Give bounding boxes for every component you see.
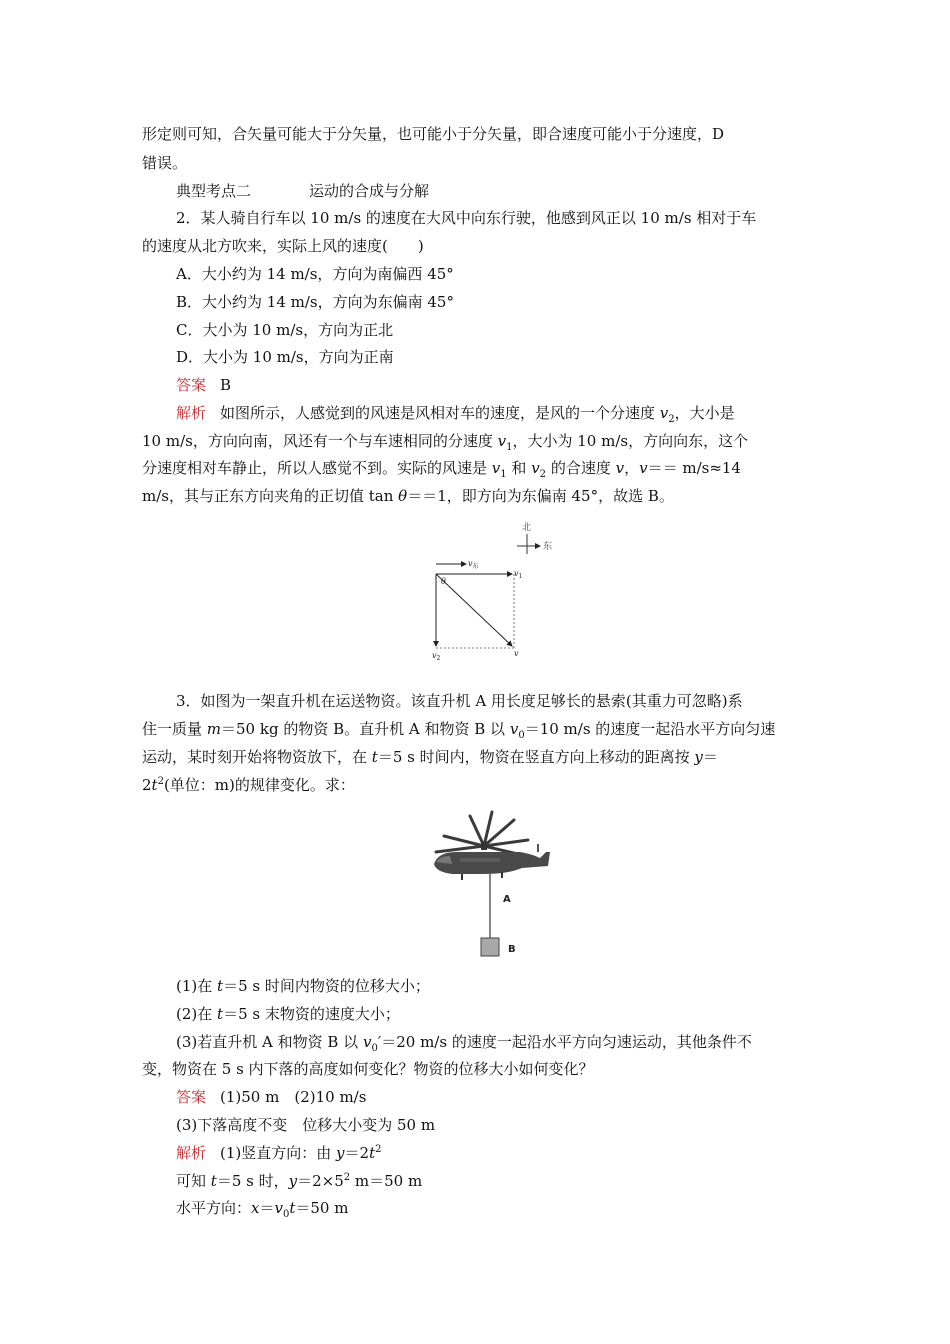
section-label: 典型考点二 xyxy=(176,182,252,200)
answer-value: B xyxy=(220,376,232,394)
question-3-stem: 3．如图为一架直升机在运送物资。该直升机 A 用长度足够长的悬索(其重力可忽略)系 xyxy=(176,692,743,710)
paragraph-line: 形定则可知，合矢量可能大于分矢量，也可能小于分矢量，即合速度可能小于分速度，D xyxy=(142,125,725,143)
label-b: B xyxy=(508,944,516,955)
v1-label: $v_1$ xyxy=(514,569,523,580)
vector-diagram xyxy=(422,516,562,666)
east-label: 东 xyxy=(543,542,553,552)
theta-label: θ xyxy=(441,577,446,586)
analysis-line: 解析 如图所示，人感觉到的风速是风相对车的速度，是风的一个分速度 $v_2$，大小是 xyxy=(176,404,735,425)
helicopter-figure xyxy=(422,806,562,970)
option-a: A．大小约为 14 m/s，方向为南偏西 45° xyxy=(176,265,454,283)
answer-line xyxy=(176,375,231,395)
analysis-line: 可知 t＝5 s 时，$y=2\times 5^2$ m＝50 m xyxy=(176,1172,423,1190)
answer-label: 答案 xyxy=(176,376,207,394)
cargo-box xyxy=(481,938,499,956)
section-heading xyxy=(176,181,429,201)
question-3-stem: 住一质量 m＝50 kg 的物资 B。直升机 A 和物资 B 以 $v_0=10$ m/s 的速度一起沿水平方向匀速 xyxy=(142,720,776,741)
v2-label: $v_2$ xyxy=(432,651,441,662)
resultant-v-arrow xyxy=(436,574,512,646)
answer-line: 答案 (1)50 m (2)10 m/s xyxy=(176,1088,367,1106)
paragraph-line: 错误。 xyxy=(142,154,188,172)
analysis-line: 10 m/s，方向向南，风还有一个与车速相同的分速度 $v_1$，大小为 10 m/s，方向向东，这个 xyxy=(142,432,749,453)
helicopter-icon xyxy=(434,812,550,880)
analysis-label: 解析 xyxy=(176,404,207,422)
option-b: B．大小约为 14 m/s，方向为东偏南 45° xyxy=(176,293,454,311)
option-d: D．大小为 10 m/s，方向为正南 xyxy=(176,348,394,366)
sub-question-2: (2)在 t＝5 s 末物资的速度大小； xyxy=(176,1005,400,1023)
v-car-label: $v_东$ xyxy=(468,559,479,570)
sub-question-3: (3)若直升机 A 和物资 B 以 $v_0'=20$ m/s 的速度一起沿水平方向匀速运动，其他条件不 xyxy=(176,1033,752,1054)
analysis-line: 水平方向：$x=v_0t=50$ m xyxy=(176,1199,349,1220)
question-3-stem: 运动，某时刻开始将物资放下，在 t＝5 s 时间内，物资在竖直方向上移动的距离按 y＝ xyxy=(142,748,718,766)
answer-line: (3)下落高度不变 位移大小变为 50 m xyxy=(176,1116,436,1134)
question-3-stem: $2t^2$(单位：m)的规律变化。求： xyxy=(142,776,355,794)
sub-question-3: 变，物资在 5 s 内下落的高度如何变化？物资的位移大小如何变化？ xyxy=(142,1060,594,1078)
answer-label: 答案 xyxy=(176,1088,207,1106)
resultant-v-label: v xyxy=(514,649,519,658)
label-a: A xyxy=(503,894,511,905)
north-label: 北 xyxy=(522,523,532,533)
section-title: 运动的合成与分解 xyxy=(309,182,430,200)
question-2-stem: 2．某人骑自行车以 10 m/s 的速度在大风中向东行驶，他感到风正以 10 m/s 相对于车 xyxy=(176,209,757,227)
analysis-line: 分速度相对车静止，所以人感觉不到。实际的风速是 $v_1$ 和 $v_2$ 的合速度 v，v＝＝ m/s≈14 xyxy=(142,459,741,480)
question-2-stem: 的速度从北方吹来，实际上风的速度( ) xyxy=(142,237,424,255)
analysis-line: m/s，其与正东方向夹角的正切值 tan θ＝＝1，即方向为东偏南 45°，故选 B。 xyxy=(142,487,674,505)
option-c: C．大小为 10 m/s，方向为正北 xyxy=(176,321,394,339)
analysis-line: 解析 (1)竖直方向：由 $y=2t^2$ xyxy=(176,1144,382,1162)
sub-question-1: (1)在 t＝5 s 时间内物资的位移大小； xyxy=(176,977,430,995)
analysis-label: 解析 xyxy=(176,1144,207,1162)
